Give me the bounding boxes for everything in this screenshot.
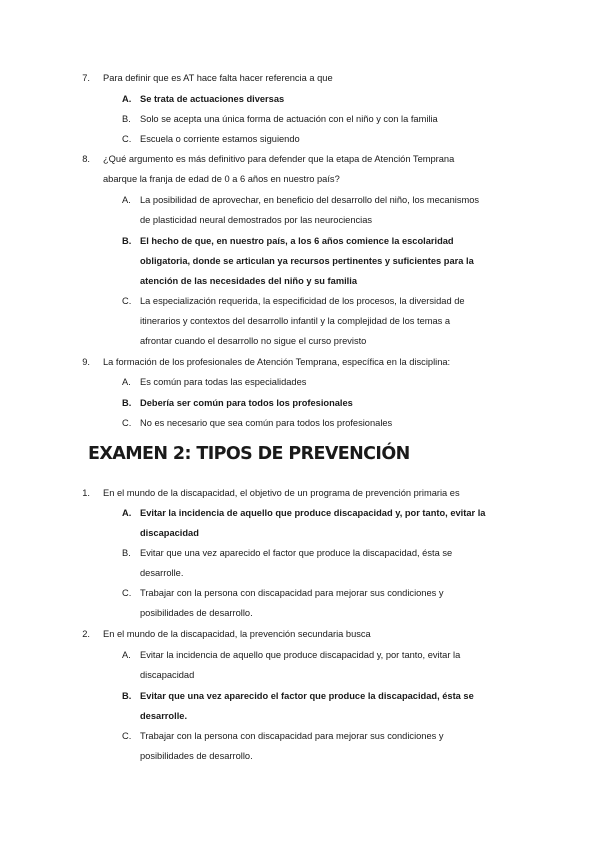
option-letter-a: A. bbox=[122, 377, 131, 387]
option-text-c: Escuela o corriente estamos siguiendo bbox=[140, 134, 300, 144]
option-letter-b-correct: B. bbox=[122, 236, 132, 246]
option-text-c-line-1: Trabajar con la persona con discapacidad para mejorar sus condiciones y bbox=[140, 731, 444, 741]
option-text-b-correct-line-2: desarrolle. bbox=[140, 711, 188, 721]
option-text-c-line-1: Trabajar con la persona con discapacidad para mejorar sus condiciones y bbox=[140, 588, 444, 598]
option-text-a-line-1: Evitar la incidencia de aquello que produce discapacidad y, por tanto, evitar la bbox=[140, 650, 461, 660]
option-text-b-correct-line-1: El hecho de que, en nuestro país, a los 6 años comience la escolaridad bbox=[140, 236, 454, 246]
question-number: 2. bbox=[82, 629, 90, 639]
option-text-b-correct: Debería ser común para todos los profesionales bbox=[140, 398, 353, 408]
option-text-c-line-2: itinerarios y contextos del desarrollo infantil y la complejidad de los temas a bbox=[140, 316, 451, 326]
question-text-line-1: ¿Qué argumento es más definitivo para defender que la etapa de Atención Temprana bbox=[103, 154, 455, 164]
option-text-a-correct-line-1: Evitar la incidencia de aquello que produce discapacidad y, por tanto, evitar la bbox=[140, 508, 486, 518]
question-text: En el mundo de la discapacidad, la prevención secundaria busca bbox=[103, 629, 371, 639]
option-letter-a: A. bbox=[122, 195, 131, 205]
option-text-b: Solo se acepta una única forma de actuación con el niño y con la familia bbox=[140, 114, 438, 124]
option-letter-b: B. bbox=[122, 114, 131, 124]
option-letter-c: C. bbox=[122, 296, 132, 306]
question-number: 7. bbox=[82, 73, 90, 83]
question-text-line-2: abarque la franja de edad de 0 a 6 años en nuestro país? bbox=[103, 174, 340, 184]
option-letter-b: B. bbox=[122, 548, 131, 558]
option-text-c-line-2: posibilidades de desarrollo. bbox=[140, 608, 253, 618]
question-text: Para definir que es AT hace falta hacer referencia a que bbox=[103, 73, 333, 83]
option-text-a-line-2: discapacidad bbox=[140, 670, 195, 680]
question-text: En el mundo de la discapacidad, el objetivo de un programa de prevención primaria es bbox=[103, 488, 460, 498]
option-text-a-correct: Se trata de actuaciones diversas bbox=[140, 94, 285, 104]
question-number: 9. bbox=[82, 357, 90, 367]
option-text-c-line-3: afrontar cuando el desarrollo no sigue el curso previsto bbox=[140, 336, 367, 346]
option-text-b-line-1: Evitar que una vez aparecido el factor que produce la discapacidad, ésta se bbox=[140, 548, 453, 558]
option-letter-c: C. bbox=[122, 588, 132, 598]
option-text-b-line-2: desarrolle. bbox=[140, 568, 184, 578]
option-letter-c: C. bbox=[122, 731, 132, 741]
option-letter-a: A. bbox=[122, 650, 131, 660]
question-number: 8. bbox=[82, 154, 90, 164]
option-text-c-line-2: posibilidades de desarrollo. bbox=[140, 751, 253, 761]
option-text-b-correct-line-1: Evitar que una vez aparecido el factor que produce la discapacidad, ésta se bbox=[140, 691, 474, 701]
option-text-a-correct-line-2: discapacidad bbox=[140, 528, 199, 538]
question-number: 1. bbox=[82, 488, 90, 498]
option-letter-c: C. bbox=[122, 418, 132, 428]
option-letter-b-correct: B. bbox=[122, 398, 132, 408]
option-text-c-line-1: La especialización requerida, la especificidad de los procesos, la diversidad de bbox=[140, 296, 465, 306]
option-text-b-correct-line-2: obligatoria, donde se articulan ya recursos pertinentes y suficientes para la bbox=[140, 256, 474, 266]
option-letter-a-correct: A. bbox=[122, 508, 132, 518]
section-heading: EXAMEN 2: TIPOS DE PREVENCIÓN bbox=[88, 444, 410, 464]
option-letter-c: C. bbox=[122, 134, 132, 144]
question-text: La formación de los profesionales de Atención Temprana, específica en la disciplina: bbox=[103, 357, 451, 367]
option-text-a-line-2: de plasticidad neural demostrados por las neurociencias bbox=[140, 215, 373, 225]
option-text-b-correct-line-3: atención de las necesidades del niño y su familia bbox=[140, 276, 358, 286]
option-text-a-line-1: La posibilidad de aprovechar, en beneficio del desarrollo del niño, los mecanismos bbox=[140, 195, 480, 205]
option-text-c: No es necesario que sea común para todos los profesionales bbox=[140, 418, 393, 428]
option-letter-a-correct: A. bbox=[122, 94, 132, 104]
option-letter-b-correct: B. bbox=[122, 691, 132, 701]
option-text-a: Es común para todas las especialidades bbox=[140, 377, 307, 387]
